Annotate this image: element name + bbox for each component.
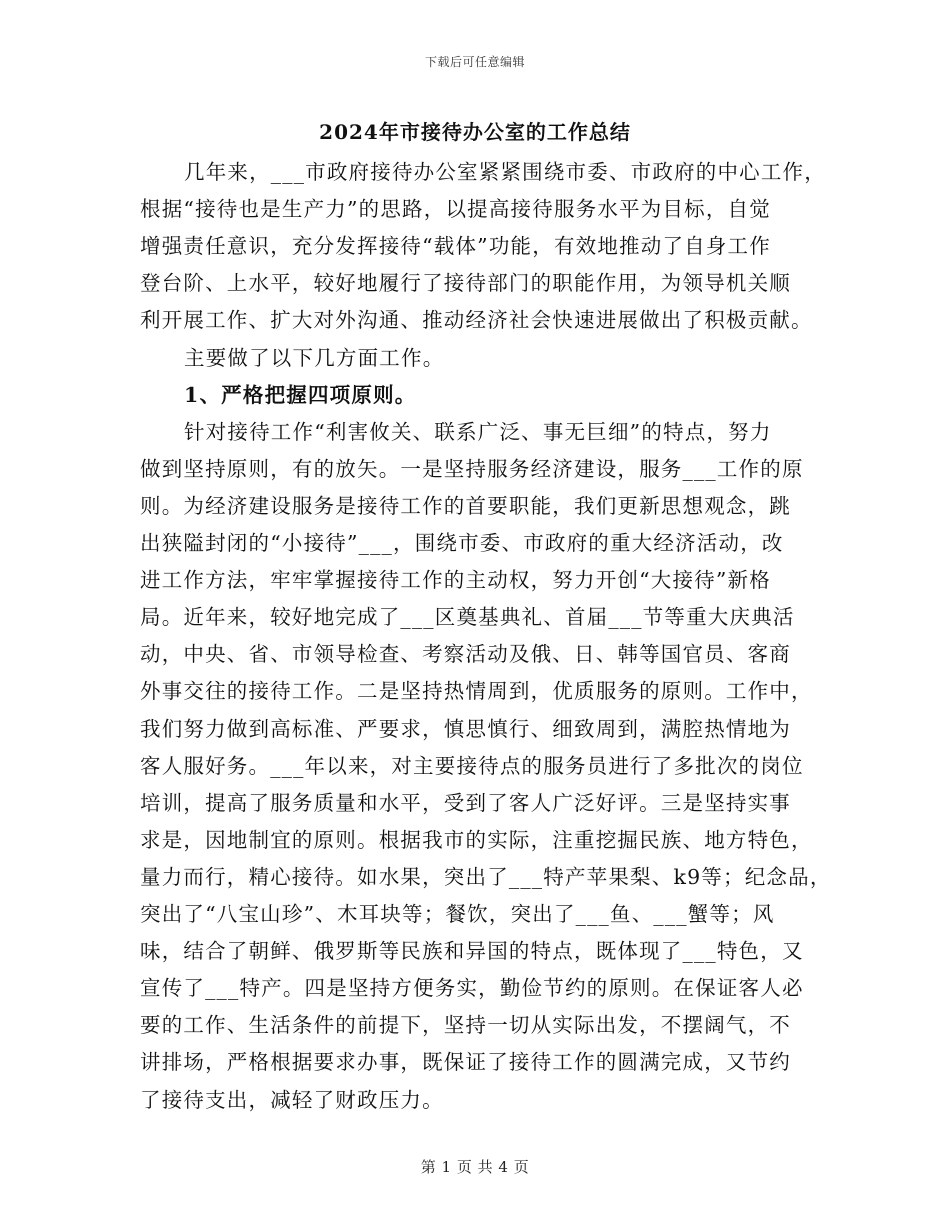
paragraph-line: 利开展工作、扩大对外沟通、推动经济社会快速进展做出了积极贡献。 bbox=[140, 308, 813, 333]
document-title: 2024年市接待办公室的工作总结 bbox=[319, 120, 631, 144]
section-heading: 1、严格把握四项原则。 bbox=[184, 382, 417, 407]
page-indicator: 第 1 页 共 4 页 bbox=[420, 1158, 530, 1176]
paragraph-line: 主要做了以下几方面工作。 bbox=[184, 345, 445, 370]
header-note: 下载后可任意编辑 bbox=[424, 55, 525, 69]
paragraph-line: 根据“接待也是生产力”的思路，以提高接待服务水平为目标，自觉 bbox=[140, 197, 771, 222]
paragraph-line: 局。近年来，较好地完成了___区奠基典礼、首届___节等重大庆典活 bbox=[140, 605, 795, 630]
paragraph-line: 针对接待工作“利害攸关、联系广泛、事无巨细”的特点，努力 bbox=[184, 419, 772, 444]
paragraph-line: 动，中央、省、市领导检查、考察活动及俄、日、韩等国官员、客商 bbox=[140, 642, 791, 667]
paragraph-line: 则。为经济建设服务是接待工作的首要职能，我们更新思想观念，跳 bbox=[140, 493, 791, 518]
paragraph-line: 突出了“八宝山珍”、木耳块等；餐饮，突出了___鱼、___蟹等；风 bbox=[140, 902, 775, 926]
paragraph-line: 要的工作、生活条件的前提下，坚持一切从实际出发，不摆阔气，不 bbox=[140, 1013, 791, 1038]
paragraph-line: 登台阶、上水平，较好地履行了接待部门的职能作用，为领导机关顺 bbox=[140, 271, 791, 296]
paragraph-line: 客人服好务。___年以来，对主要接待点的服务员进行了多批次的岗位 bbox=[140, 753, 804, 778]
paragraph-line: 培训，提高了服务质量和水平，受到了客人广泛好评。三是坚持实事 bbox=[140, 790, 791, 815]
paragraph-line: 做到坚持原则，有的放矢。一是坚持服务经济建设，服务___工作的原 bbox=[140, 456, 804, 481]
paragraph-line: 求是，因地制宜的原则。根据我市的实际，注重挖掘民族、地方特色， bbox=[140, 827, 813, 852]
paragraph-line: 几年来，___市政府接待办公室紧紧围绕市委、市政府的中心工作， bbox=[184, 160, 826, 184]
paragraph-line: 宣传了___特产。四是坚持方便务实，勤俭节约的原则。在保证客人必 bbox=[140, 976, 804, 1001]
paragraph-line: 讲排场，严格根据要求办事，既保证了接待工作的圆满完成，又节约 bbox=[140, 1050, 791, 1075]
paragraph-line: 量力而行，精心接待。如水果，突出了___特产苹果梨、k9等；纪念品， bbox=[140, 864, 832, 889]
paragraph-line: 增强责任意识，充分发挥接待“载体”功能，有效地推动了自身工作 bbox=[140, 234, 771, 259]
paragraph-line: 外事交往的接待工作。二是坚持热情周到，优质服务的原则。工作中， bbox=[140, 679, 813, 704]
paragraph-line: 味，结合了朝鲜、俄罗斯等民族和异国的特点，既体现了___特色，又 bbox=[140, 939, 804, 964]
paragraph-line: 出狭隘封闭的“小接待”___，围绕市委、市政府的重大经济活动，改 bbox=[140, 531, 784, 555]
paragraph-line: 进工作方法，牢牢掌握接待工作的主动权，努力开创“大接待”新格 bbox=[140, 568, 771, 593]
paragraph-line: 了接待支出，减轻了财政压力。 bbox=[140, 1087, 444, 1112]
paragraph-line: 我们努力做到高标准、严要求，慎思慎行、细致周到，满腔热情地为 bbox=[140, 716, 791, 741]
